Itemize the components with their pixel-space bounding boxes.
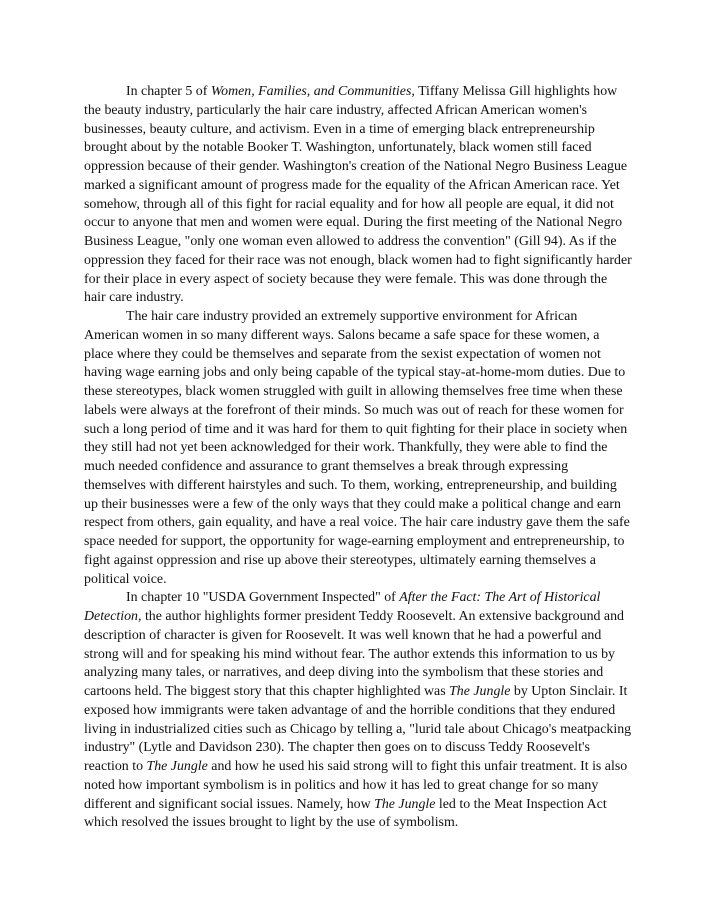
document-page [84, 83, 632, 833]
paragraph-text: the author highlights former president Teddy Roosevelt. An extensive background and description of character is given for Roosevelt. It was well known that he had a powerful and strong will and for speaking his mind without fear. The author extends this information to us by analyzing many tales, or narratives, and deep diving into the symbolism that these stories and cartoons held. The biggest story that this chapter highlighted was [84, 609, 624, 699]
paragraph-gill-chapter-5 [84, 83, 632, 308]
paragraph-text: led to the Meat Inspection Act which resolved the issues brought to light by the use of symbolism. [84, 796, 607, 831]
paragraph-text: and how he used his said strong will to fight this unfair treatment. It is also noted how important symbolism is in politics and how it has led to great change for so many different and significant social issues. Namely, how [84, 759, 628, 812]
book-title-the-jungle: The Jungle [374, 796, 436, 812]
paragraph-text: The hair care industry provided an extremely supportive environment for African American women in so many different ways. Salons became a safe space for these women, a place where they could be themselves and separate from the sexist expectation of women not having wage earning jobs and only being capable of the typical stay-at-home-mom duties. Due to these stereotypes, black women struggled with guilt in allowing themselves free time when these labels were always at the forefront of their minds. So much was out of reach for these women for such a long period of time and it was hard for them to quit fighting for their place in society when they still had not yet been acknowledged for their work. Thankfully, they were able to find the much needed confidence and assurance to grant themselves a break through expressing themselves with different hairstyles and such. To them, working, entrepreneurship, and building up their businesses were a few of the only ways that they could make a political change and earn respect from others, gain equality, and have a real voice. The hair care industry gave them the safe space needed for support, the opportunity for wage-earning employment and entrepreneurship, to fight against oppression and rise up above their stereotypes, ultimately earning themselves a political voice. [84, 309, 630, 587]
paragraph-text: In chapter 5 of [126, 84, 211, 99]
paragraph-text: by Upton Sinclair. It exposed how immigrants were taken advantage of and the horrible conditions that they endured living in industrialized cities such as Chicago by telling a, "lurid tale about Chicago's meatpacking industry" (Lytle and Davidson 230). The chapter then goes on to discuss Teddy Roosevelt's reaction to [84, 684, 632, 774]
book-title-the-jungle: The Jungle [449, 684, 511, 699]
book-title-after-the-fact: After the Fact: The Art of Historical Detection, [84, 590, 601, 624]
paragraph-text: In chapter 10 "USDA Government Inspected" of [126, 590, 400, 606]
paragraph-hair-care-industry [84, 308, 632, 589]
paragraph-text: Tiffany Melissa Gill highlights how the beauty industry, particularly the hair care industry, affected African American women's businesses, beauty culture, and activism. Even in a time of emerging black entrepreneurship brought about by the notable Booker T. Washington, unfortunately, black women still faced oppression because of their gender. Washington's creation of the National Negro Business League marked a significant amount of progress made for the equality of the African American race. Yet somehow, through all of this fight for racial equality and for how all people are equal, it did not occur to anyone that men and women were equal. During the first meeting of the National Negro Business League, "only one woman even allowed to address the convention" (Gill 94). As if the oppression they faced for their race was not enough, black women had to fight significantly harder for their place in every aspect of society because they were female. This was done through the hair care industry. [84, 84, 632, 306]
book-title-women-families-communities: Women, Families, and Communities, [210, 84, 415, 99]
book-title-the-jungle: The Jungle [146, 759, 208, 774]
paragraph-usda-chapter-10 [84, 589, 632, 833]
